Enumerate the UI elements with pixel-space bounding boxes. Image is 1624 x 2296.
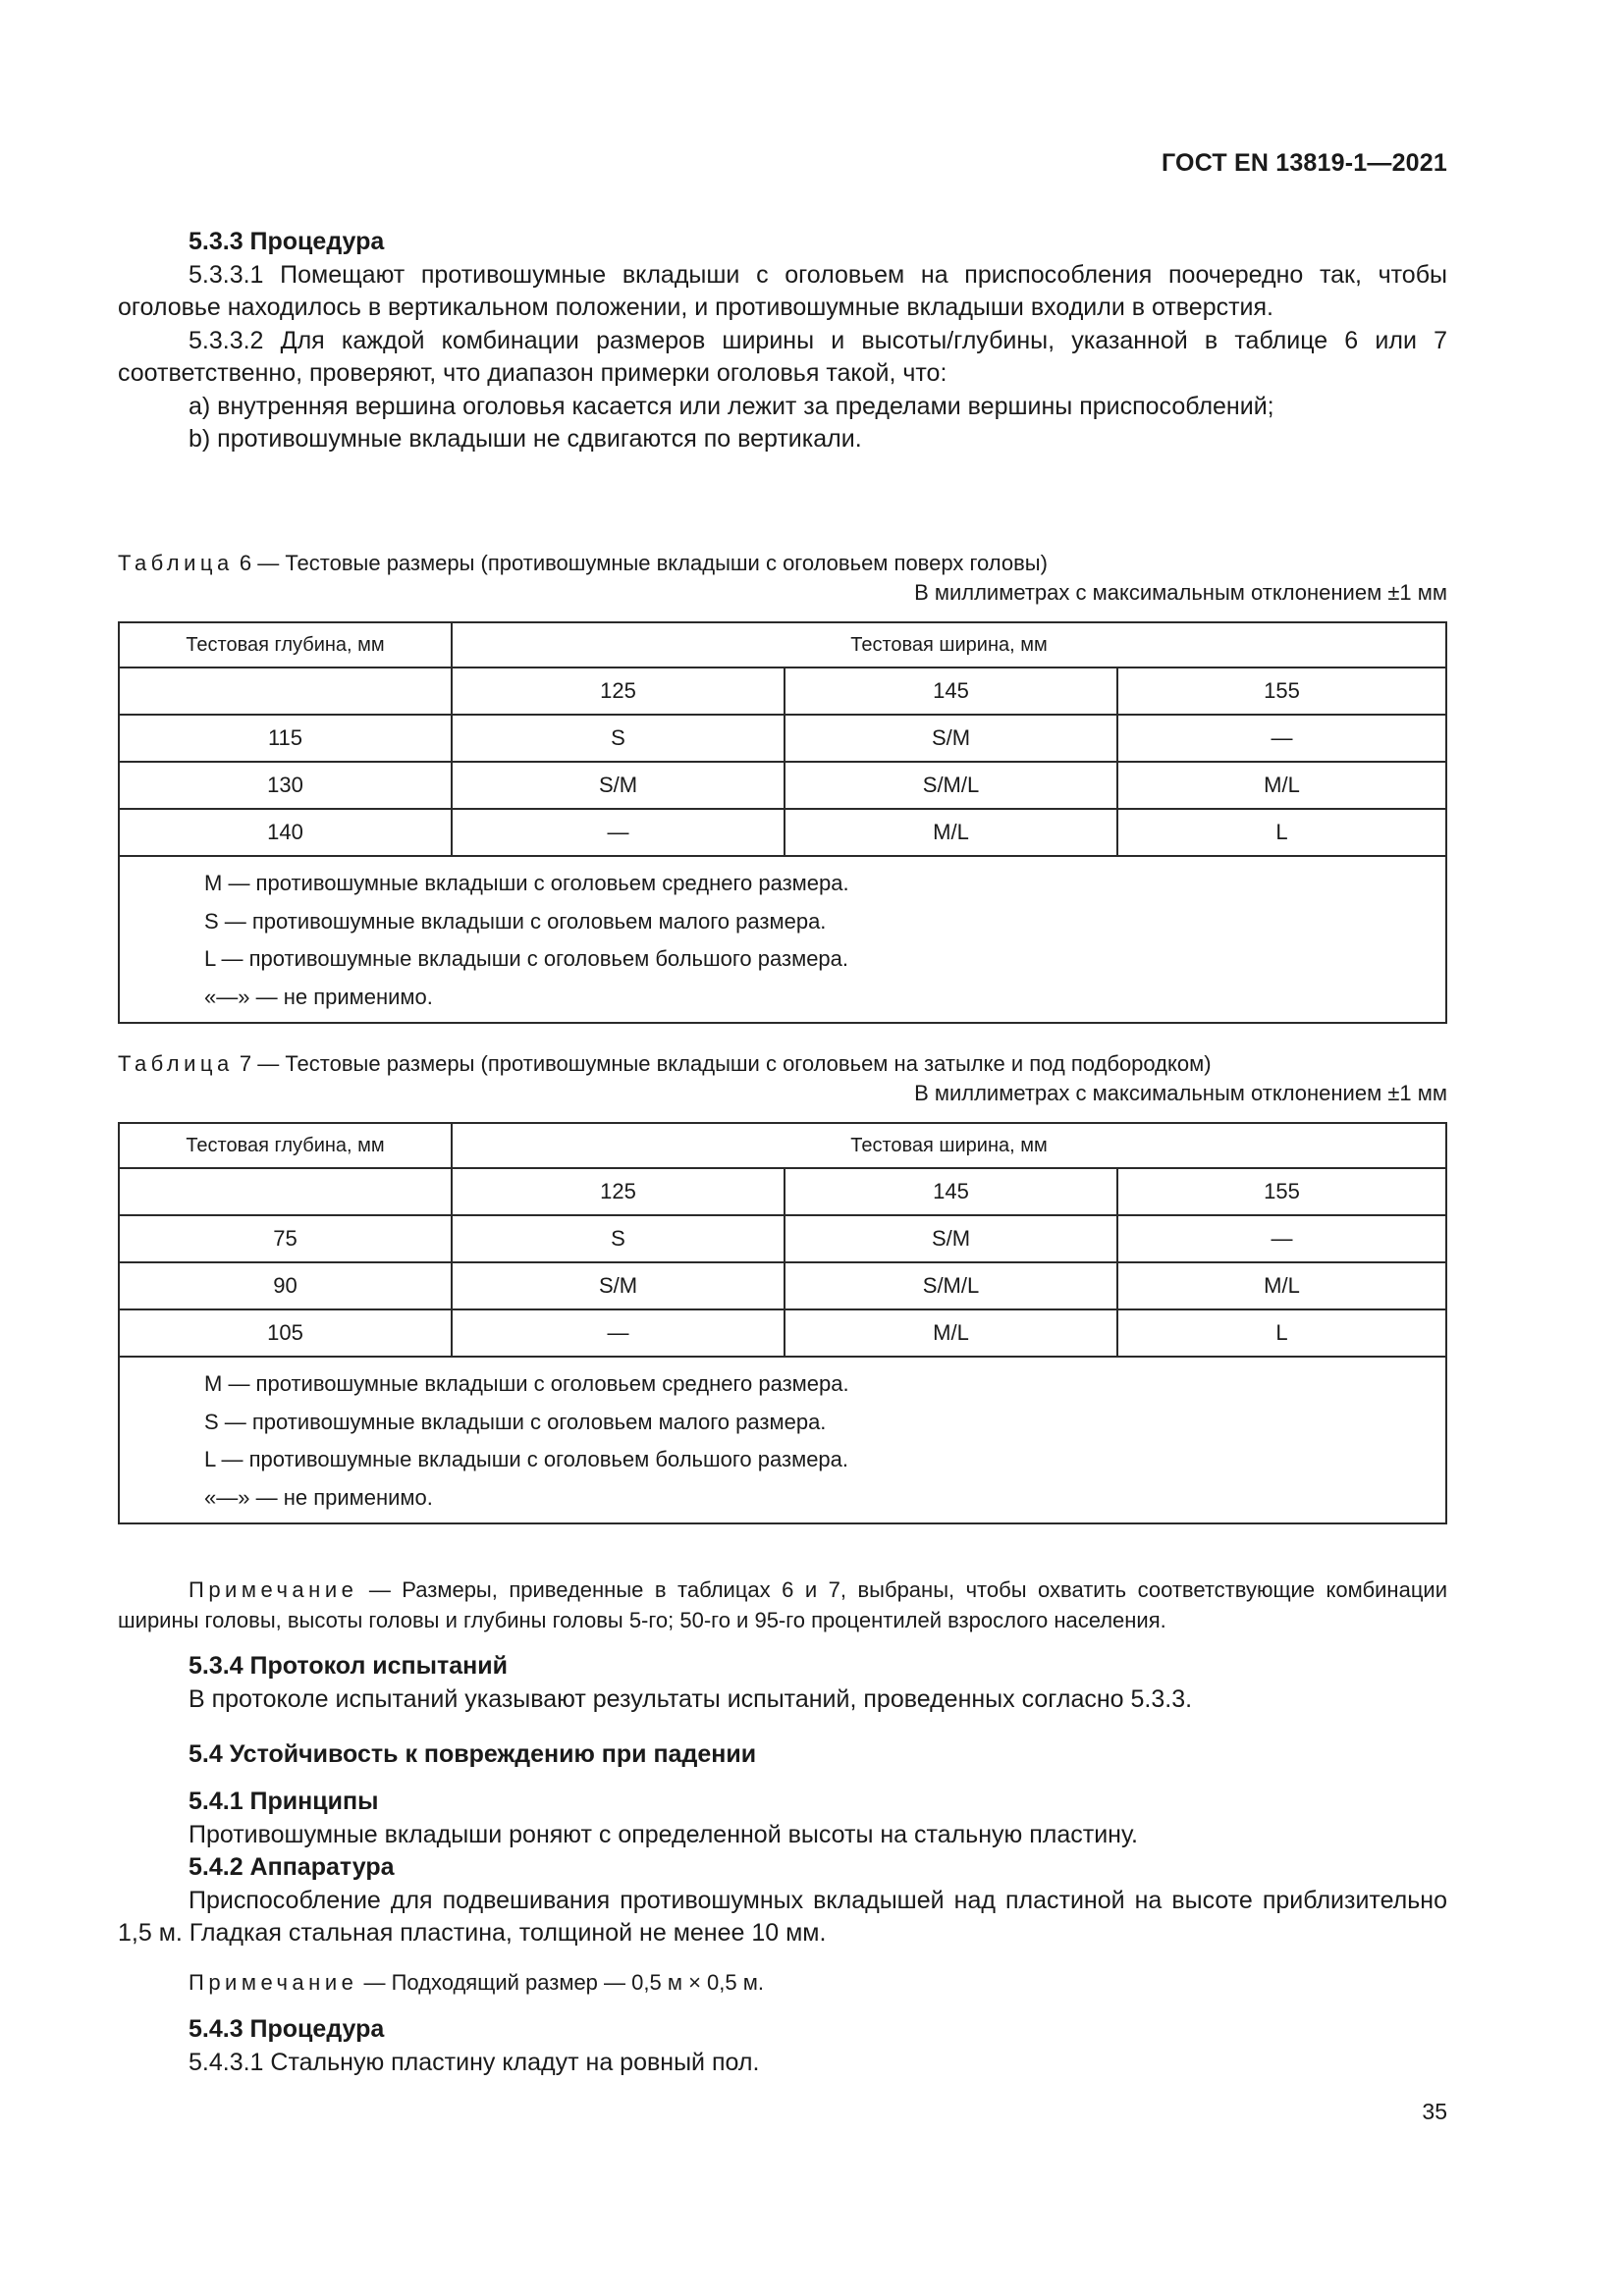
section-title: 5.4.3 Процедура bbox=[189, 2015, 385, 2043]
table-cell: 115 bbox=[119, 715, 452, 762]
table-cell: 105 bbox=[119, 1309, 452, 1357]
table-units: В миллиметрах с максимальным отклонением ±1 мм bbox=[914, 580, 1447, 605]
section-5-4-1 bbox=[118, 1786, 1447, 1950]
table-cell: 130 bbox=[119, 762, 452, 809]
table-cell: L bbox=[1117, 809, 1446, 856]
table-label: Таблица bbox=[118, 551, 234, 575]
note-tables bbox=[118, 1575, 1447, 1635]
paragraph: Противошумные вкладыши роняют с определенной высоты на стальную пластину. bbox=[189, 1820, 1138, 1848]
table-6-caption bbox=[118, 549, 1447, 608]
header-cell-width: Тестовая ширина, мм bbox=[452, 622, 1446, 667]
table-cell: L bbox=[1117, 1309, 1446, 1357]
table-6 bbox=[118, 621, 1447, 1024]
table-cell: M/L bbox=[785, 1309, 1117, 1357]
table-cell: S/M/L bbox=[785, 1262, 1117, 1309]
section-title: 5.3.3 Процедура bbox=[189, 228, 385, 255]
table-note: S — противошумные вкладыши с оголовьем малого размера. bbox=[204, 1409, 827, 1434]
table-row bbox=[119, 809, 1446, 856]
table-units: В миллиметрах с максимальным отклонением ±1 мм bbox=[914, 1081, 1447, 1105]
table-cell: 155 bbox=[1117, 1168, 1446, 1215]
table-note: «—» — не применимо. bbox=[204, 1484, 433, 1510]
section-5-4 bbox=[118, 1738, 1447, 1772]
table-cell: 155 bbox=[1117, 667, 1446, 715]
table-notes-row bbox=[119, 1357, 1446, 1523]
table-note: L — противошумные вкладыши с оголовьем большого размера. bbox=[204, 946, 849, 971]
table-row bbox=[119, 1309, 1446, 1357]
table-note: M — противошумные вкладыши с оголовьем среднего размера. bbox=[204, 1371, 849, 1396]
table-label: Таблица bbox=[118, 1051, 234, 1076]
note-label: Примечание bbox=[189, 1970, 358, 1995]
table-notes-row bbox=[119, 856, 1446, 1023]
table-row bbox=[119, 715, 1446, 762]
table-note: M — противошумные вкладыши с оголовьем среднего размера. bbox=[204, 871, 849, 895]
table-7-caption bbox=[118, 1049, 1447, 1108]
page-number: 35 bbox=[1422, 2099, 1447, 2124]
table-cell: 125 bbox=[452, 1168, 785, 1215]
note-text: — Размеры, приведенные в таблицах 6 и 7, выбраны, чтобы охватить соответствующие комбинации ширины головы, высоты головы и глубины головы 5-го; 50-го и 95-го процентилей взрослого населения. bbox=[118, 1577, 1447, 1632]
document-code-header: ГОСТ EN 13819-1—2021 bbox=[1162, 149, 1447, 177]
table-cell: 140 bbox=[119, 809, 452, 856]
table-cell: 125 bbox=[452, 667, 785, 715]
list-item: а) внутренняя вершина оголовья касается или лежит за пределами вершины приспособлений; bbox=[189, 392, 1274, 420]
table-header-row bbox=[119, 1123, 1446, 1168]
section-5-4-3 bbox=[118, 2013, 1447, 2079]
table-row bbox=[119, 1215, 1446, 1262]
paragraph: 5.4.3.1 Стальную пластину кладут на ровный пол. bbox=[189, 2048, 760, 2076]
table-cell: S bbox=[452, 1215, 785, 1262]
table-cell: M/L bbox=[785, 809, 1117, 856]
table-header-row bbox=[119, 622, 1446, 667]
table-cell: 145 bbox=[785, 667, 1117, 715]
paragraph: 5.3.3.2 Для каждой комбинации размеров ширины и высоты/глубины, указанной в таблице 6 или 7 соответственно, проверяют, что диапазон примерки оголовья такой, что: bbox=[118, 326, 1447, 387]
table-notes bbox=[119, 856, 1446, 1023]
paragraph: В протоколе испытаний указывают результаты испытаний, проведенных согласно 5.3.3. bbox=[189, 1684, 1193, 1713]
note-text: — Подходящий размер — 0,5 м × 0,5 м. bbox=[357, 1970, 764, 1995]
paragraph: 5.3.3.1 Помещают противошумные вкладыши с оголовьем на приспособления поочередно так, чтобы оголовье находилось в вертикальном положении, и противошумные вкладыши входили в отверстия. bbox=[118, 260, 1447, 321]
section-title: 5.3.4 Протокол испытаний bbox=[189, 1652, 508, 1680]
section-title: 5.4.1 Принципы bbox=[189, 1788, 379, 1815]
header-cell-depth: Тестовая глубина, мм bbox=[119, 622, 452, 667]
section-title: 5.4.2 Аппаратура bbox=[189, 1853, 395, 1881]
table-note: «—» — не применимо. bbox=[204, 984, 433, 1009]
table-cell: — bbox=[452, 1309, 785, 1357]
table-cell: M/L bbox=[1117, 1262, 1446, 1309]
list-item: b) противошумные вкладыши не сдвигаются по вертикали. bbox=[189, 425, 862, 453]
header-cell-width: Тестовая ширина, мм bbox=[452, 1123, 1446, 1168]
table-title: 7 — Тестовые размеры (противошумные вкладыши с оголовьем на затылке и под подбородком) bbox=[233, 1051, 1212, 1076]
table-cell: 75 bbox=[119, 1215, 452, 1262]
table-cell bbox=[119, 1168, 452, 1215]
table-cell: M/L bbox=[1117, 762, 1446, 809]
table-7 bbox=[118, 1122, 1447, 1524]
table-note: L — противошумные вкладыши с оголовьем большого размера. bbox=[204, 1447, 849, 1471]
table-cell: 90 bbox=[119, 1262, 452, 1309]
table-cell: — bbox=[1117, 1215, 1446, 1262]
table-cell: S bbox=[452, 715, 785, 762]
table-cell: — bbox=[452, 809, 785, 856]
section-title: 5.4 Устойчивость к повреждению при падении bbox=[189, 1740, 757, 1768]
note-label: Примечание bbox=[189, 1577, 358, 1602]
section-5-3-4 bbox=[118, 1650, 1447, 1716]
table-row bbox=[119, 1262, 1446, 1309]
table-cell: S/M bbox=[452, 1262, 785, 1309]
table-cell: S/M bbox=[785, 715, 1117, 762]
table-cell: 145 bbox=[785, 1168, 1117, 1215]
header-cell-depth: Тестовая глубина, мм bbox=[119, 1123, 452, 1168]
table-cell: — bbox=[1117, 715, 1446, 762]
section-5-3-3 bbox=[118, 226, 1447, 456]
table-cell bbox=[119, 667, 452, 715]
table-note: S — противошумные вкладыши с оголовьем малого размера. bbox=[204, 908, 827, 934]
table-row bbox=[119, 667, 1446, 715]
paragraph: Приспособление для подвешивания противошумных вкладышей над пластиной на высоте приблизительно 1,5 м. Гладкая стальная пластина, толщиной не менее 10 мм. bbox=[118, 1886, 1447, 1947]
table-cell: S/M/L bbox=[785, 762, 1117, 809]
table-row bbox=[119, 1168, 1446, 1215]
table-cell: S/M bbox=[785, 1215, 1117, 1262]
note-size bbox=[118, 1967, 1447, 1998]
table-title: 6 — Тестовые размеры (противошумные вкладыши с оголовьем поверх головы) bbox=[233, 551, 1048, 575]
table-notes bbox=[119, 1357, 1446, 1523]
table-row bbox=[119, 762, 1446, 809]
table-cell: S/M bbox=[452, 762, 785, 809]
